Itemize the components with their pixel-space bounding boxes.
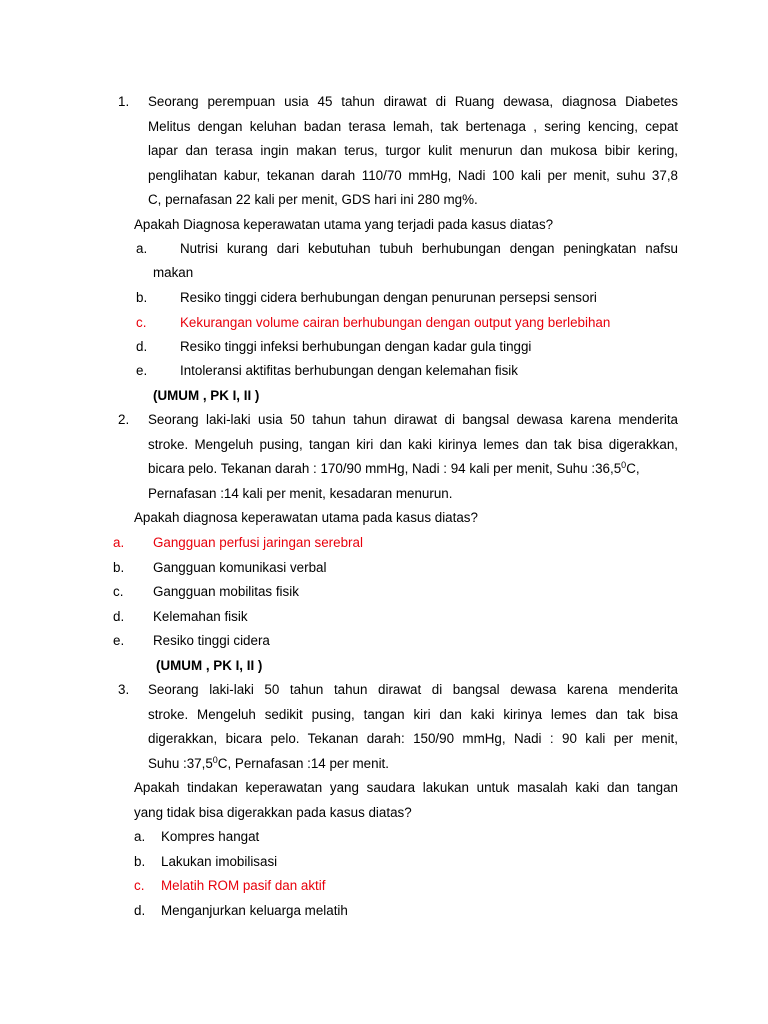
q3-line-4-pre: Suhu :37,5 — [148, 756, 213, 771]
q1-line-2: Melitus dengan keluhan badan terasa lemah, tak bertenaga , sering kencing, cepat — [148, 119, 678, 134]
q3-line-2: stroke. Mengeluh sedikit pusing, tangan kiri dan kaki kirinya lemes dan tak bisa — [148, 707, 678, 722]
q1-option-b-text: Resiko tinggi cidera berhubungan dengan penurunan persepsi sensori — [180, 290, 597, 305]
q1-option-b-letter: b. — [136, 290, 148, 305]
q2-option-e-text: Resiko tinggi cidera — [153, 633, 270, 648]
q3-option-a-text: Kompres hangat — [161, 829, 260, 844]
q1-line-3: lapar dan terasa ingin makan terus, turgor kulit menurun dan mukosa bibir kering, — [148, 143, 678, 158]
q2-line-3 — [148, 461, 640, 477]
q1-option-a-text: Nutrisi kurang dari kebutuhan tubuh berhubungan dengan peningkatan nafsu — [180, 241, 678, 256]
q2-number: 2. — [118, 412, 130, 427]
q1-option-c-letter: c. — [136, 315, 147, 330]
q2-option-d-letter: d. — [113, 609, 125, 624]
q2-line-4: Pernafasan :14 kali per menit, kesadaran menurun. — [148, 486, 453, 501]
q3-line-4 — [148, 756, 389, 772]
q2-degree-sup: 0 — [621, 460, 627, 470]
q1-question: Apakah Diagnosa keperawatan utama yang terjadi pada kasus diatas? — [134, 217, 554, 232]
q2-category-note: (UMUM , PK I, II ) — [156, 658, 263, 673]
q2-option-c-text: Gangguan mobilitas fisik — [153, 584, 299, 599]
q3-option-d-text: Menganjurkan keluarga melatih — [161, 903, 348, 918]
q2-option-d-text: Kelemahan fisik — [153, 609, 248, 624]
q2-option-e-letter: e. — [113, 633, 125, 648]
q1-option-d-text: Resiko tinggi infeksi berhubungan dengan kadar gula tinggi — [180, 339, 532, 354]
q3-option-b-text: Lakukan imobilisasi — [161, 854, 278, 869]
q1-option-c-text-correct: Kekurangan volume cairan berhubungan dengan output yang berlebihan — [180, 315, 611, 330]
q2-option-a-text-correct: Gangguan perfusi jaringan serebral — [153, 535, 363, 550]
q1-number: 1. — [118, 94, 130, 109]
q2-line-3-text: bicara pelo. Tekanan darah : 170/90 mmHg, Nadi : 94 kali per menit, Suhu :36,5 — [148, 461, 622, 476]
q2-question: Apakah diagnosa keperawatan utama pada kasus diatas? — [134, 510, 478, 525]
q2-option-a-letter: a. — [113, 535, 125, 550]
q1-option-a-letter: a. — [136, 241, 148, 256]
q2-line-1: Seorang laki-laki usia 50 tahun tahun dirawat di bangsal dewasa karena menderita — [148, 412, 678, 427]
q1-line-5: C, pernafasan 22 kali per menit, GDS hari ini 280 mg%. — [148, 192, 478, 207]
q3-degree-sup: 0 — [212, 755, 218, 765]
q1-option-e-letter: e. — [136, 363, 148, 378]
q1-line-1: Seorang perempuan usia 45 tahun dirawat di Ruang dewasa, diagnosa Diabetes — [148, 94, 678, 109]
q2-option-b-text: Gangguan komunikasi verbal — [153, 560, 327, 575]
q3-line-1: Seorang laki-laki 50 tahun tahun dirawat di bangsal dewasa karena menderita — [148, 682, 678, 697]
q1-option-e-text: Intoleransi aktifitas berhubungan dengan kelemahan fisik — [180, 363, 518, 378]
q1-option-a-continuation: makan — [153, 265, 194, 280]
q3-option-c-letter: c. — [134, 878, 145, 893]
q2-line-2: stroke. Mengeluh pusing, tangan kiri dan kaki kirinya lemes dan tak bisa digerakkan, — [148, 437, 678, 452]
q1-option-d-letter: d. — [136, 339, 148, 354]
q3-option-d-letter: d. — [134, 903, 146, 918]
q3-question-line-1: Apakah tindakan keperawatan yang saudara lakukan untuk masalah kaki dan tangan — [134, 780, 678, 795]
q2-option-b-letter: b. — [113, 560, 125, 575]
q3-option-c-text-correct: Melatih ROM pasif dan aktif — [161, 878, 326, 893]
q1-category-note: (UMUM , PK I, II ) — [153, 388, 260, 403]
q3-question-line-2: yang tidak bisa digerakkan pada kasus diatas? — [134, 805, 412, 820]
q3-option-b-letter: b. — [134, 854, 146, 869]
q2-line-3-end: C, — [626, 461, 640, 476]
q3-number: 3. — [118, 682, 130, 697]
q3-line-4-post: C, Pernafasan :14 per menit. — [217, 756, 389, 771]
q2-option-c-letter: c. — [113, 584, 124, 599]
q3-line-3: digerakkan, bicara pelo. Tekanan darah: 150/90 mmHg, Nadi : 90 kali per menit, — [148, 731, 678, 746]
q1-line-4: penglihatan kabur, tekanan darah 110/70 mmHg, Nadi 100 kali per menit, suhu 37,8 — [148, 168, 678, 183]
q3-option-a-letter: a. — [134, 829, 146, 844]
